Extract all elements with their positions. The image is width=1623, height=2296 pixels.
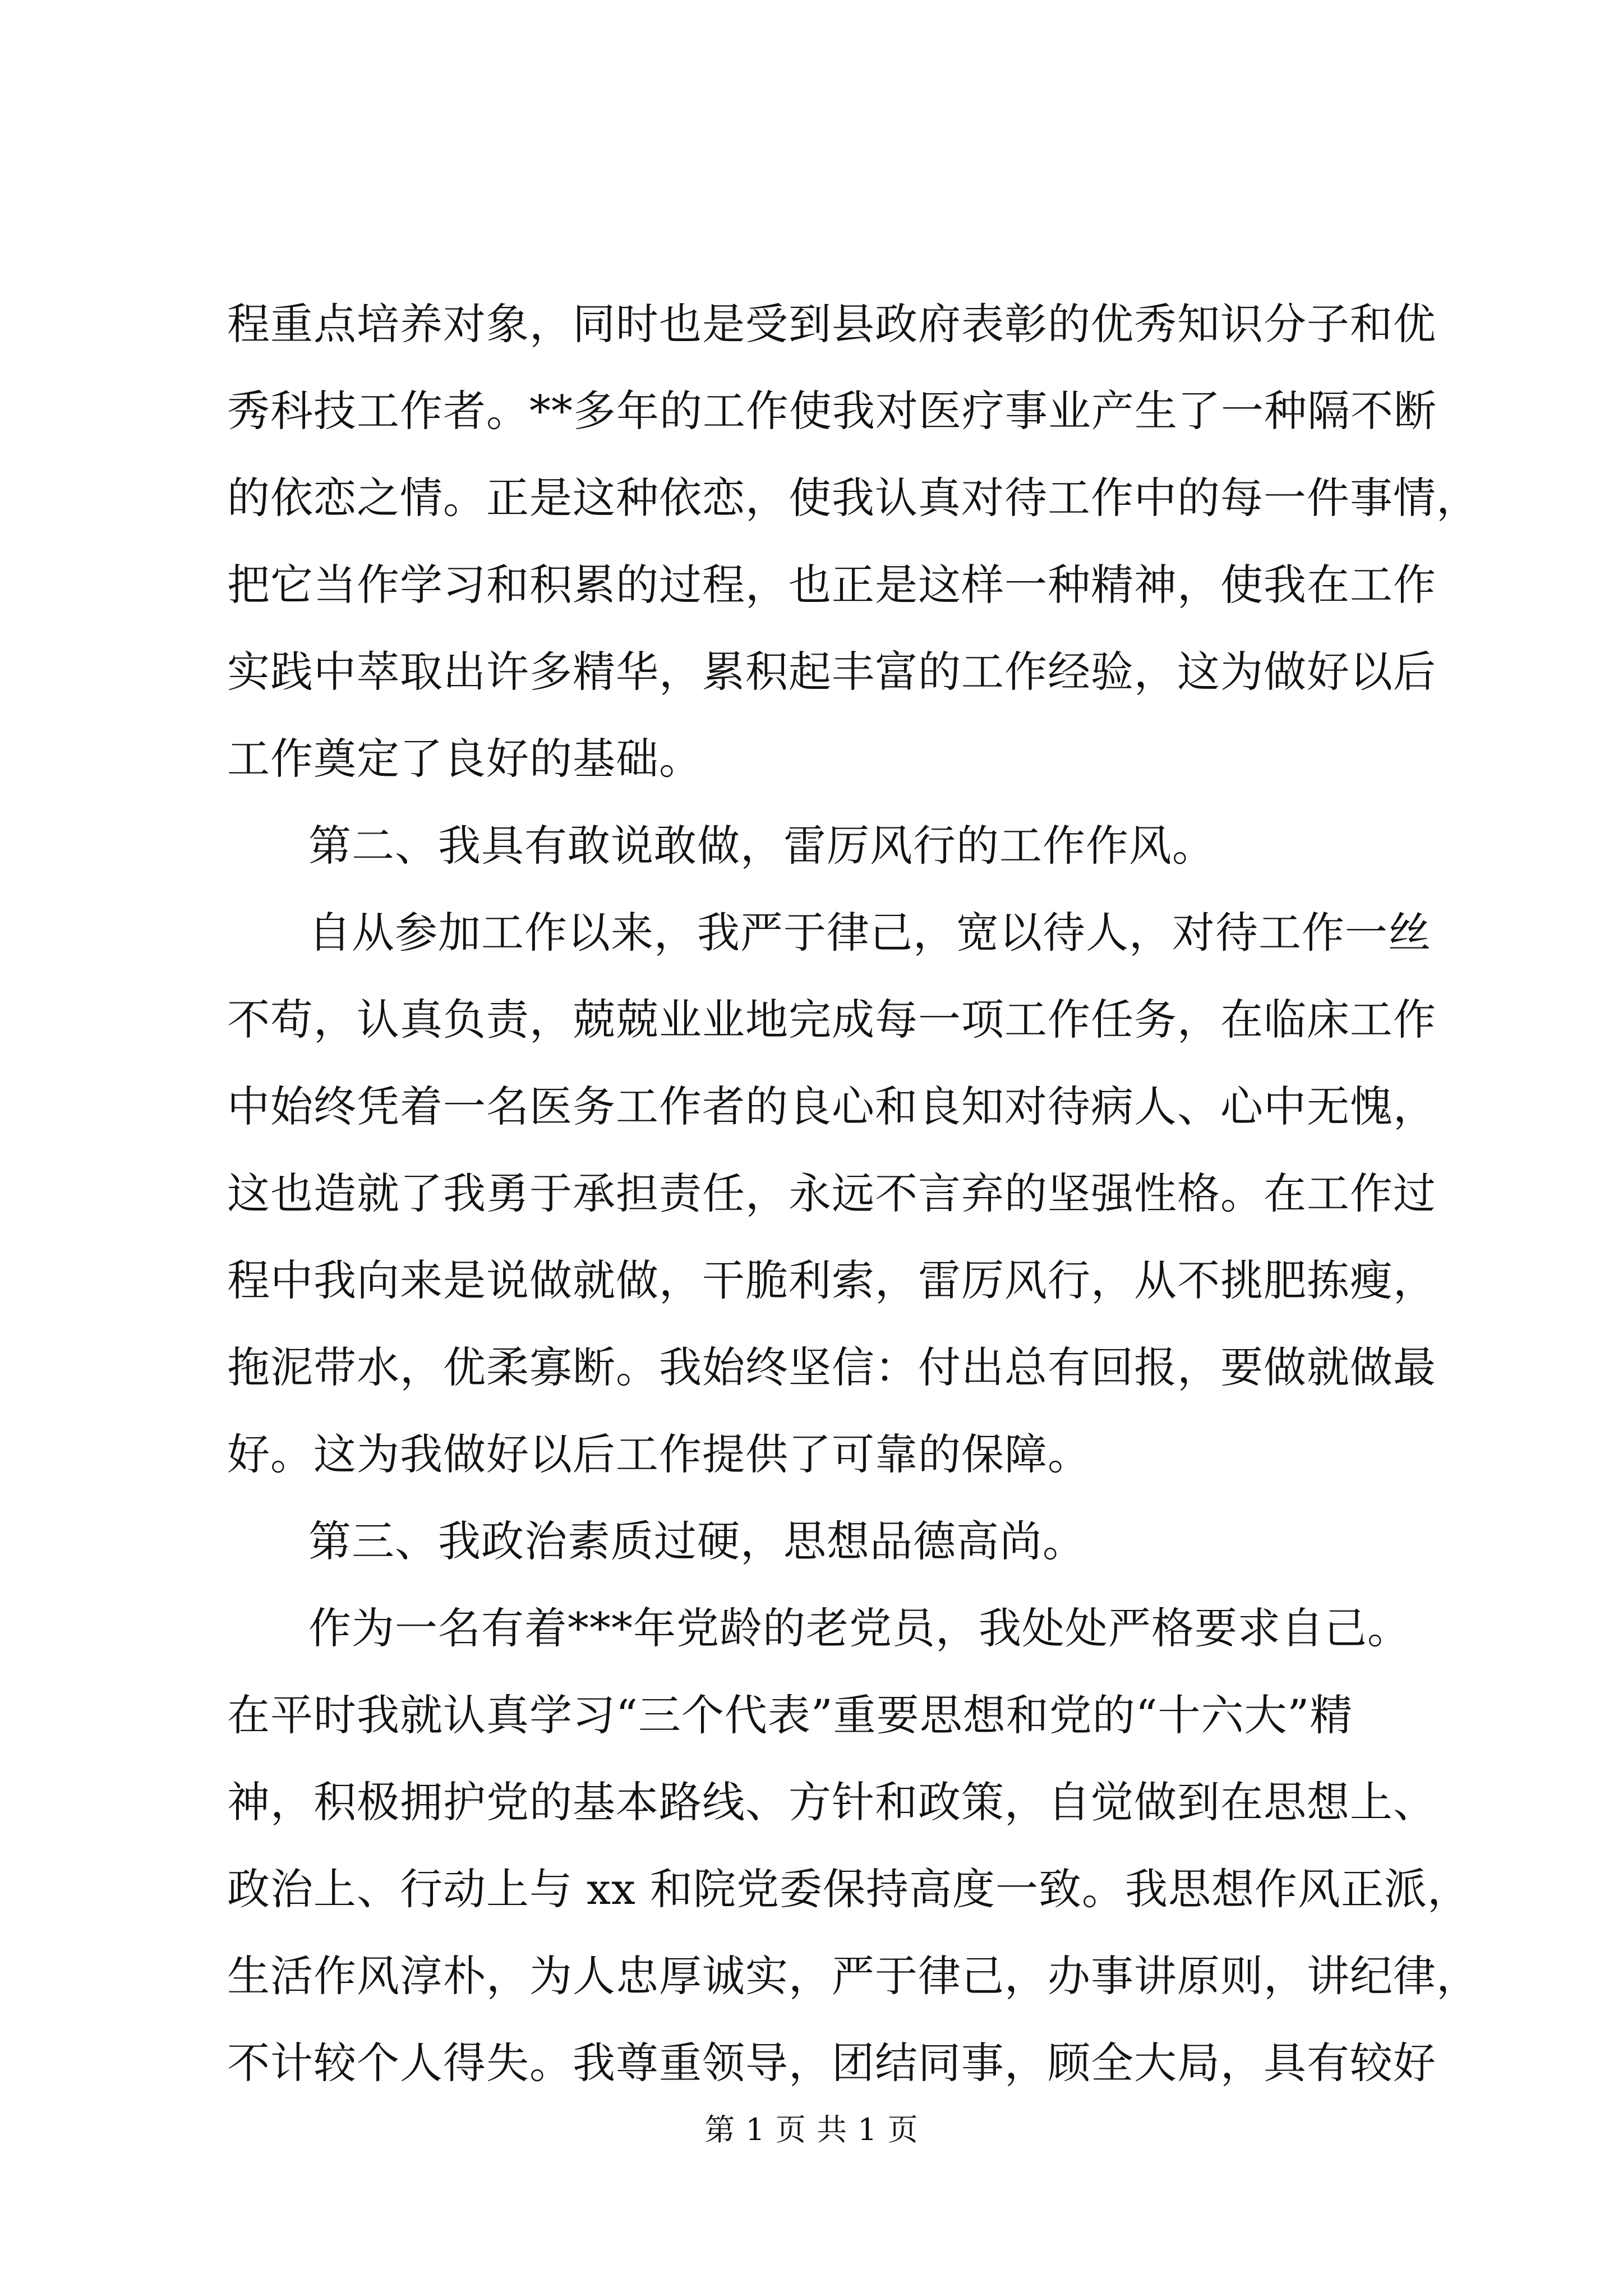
text-line: 作为一名有着***年党龄的老党员，我处处严格要求自己。 [308, 1603, 1410, 1653]
page-footer: 第 1 页 共 1 页 [704, 2112, 919, 2147]
section-heading: 第三、我政治素质过硬，思想品德高尚。 [308, 1516, 1086, 1566]
text-line: 自从参加工作以来，我严于律己，宽以待人，对待工作一丝 [308, 908, 1431, 958]
text-line: 不苟，认真负责，兢兢业业地完成每一项工作任务，在临床工作 [227, 995, 1436, 1045]
section-heading: 第二、我具有敢说敢做，雷厉风行的工作作风。 [308, 821, 1215, 871]
text-line: 实践中萃取出许多精华，累积起丰富的工作经验，这为做好以后 [227, 647, 1436, 697]
text-line: 工作奠定了良好的基础。 [227, 734, 702, 784]
text-line: 程重点培养对象，同时也是受到县政府表彰的优秀知识分子和优 [227, 299, 1436, 349]
text-line: 把它当作学习和积累的过程，也正是这样一种精神，使我在工作 [227, 560, 1436, 610]
text-line: 的依恋之情。正是这种依恋，使我认真对待工作中的每一件事情， [227, 473, 1479, 523]
text-line: 在平时我就认真学习“三个代表”重要思想和党的“十六大”精 [227, 1690, 1353, 1740]
text-line: 拖泥带水，优柔寡断。我始终坚信：付出总有回报，要做就做最 [227, 1342, 1436, 1392]
text-line: 这也造就了我勇于承担责任，永远不言弃的坚强性格。在工作过 [227, 1168, 1436, 1218]
text-line: 生活作风淳朴，为人忠厚诚实，严于律己，办事讲原则，讲纪律， [227, 1951, 1479, 2001]
text-line: 好。这为我做好以后工作提供了可靠的保障。 [227, 1429, 1091, 1479]
text-line: 程中我向来是说做就做，干脆利索，雷厉风行，从不挑肥拣瘦， [227, 1255, 1436, 1305]
text-line: 中始终凭着一名医务工作者的良心和良知对待病人、心中无愧， [227, 1082, 1436, 1131]
text-line: 秀科技工作者。**多年的工作使我对医疗事业产生了一种隔不断 [227, 386, 1437, 436]
text-line: 不计较个人得失。我尊重领导，团结同事，顾全大局，具有较好 [227, 2038, 1436, 2088]
text-line: 政治上、行动上与 xx 和院党委保持高度一致。我思想作风正派， [227, 1864, 1471, 1914]
text-line: 神，积极拥护党的基本路线、方针和政策，自觉做到在思想上、 [227, 1777, 1436, 1827]
